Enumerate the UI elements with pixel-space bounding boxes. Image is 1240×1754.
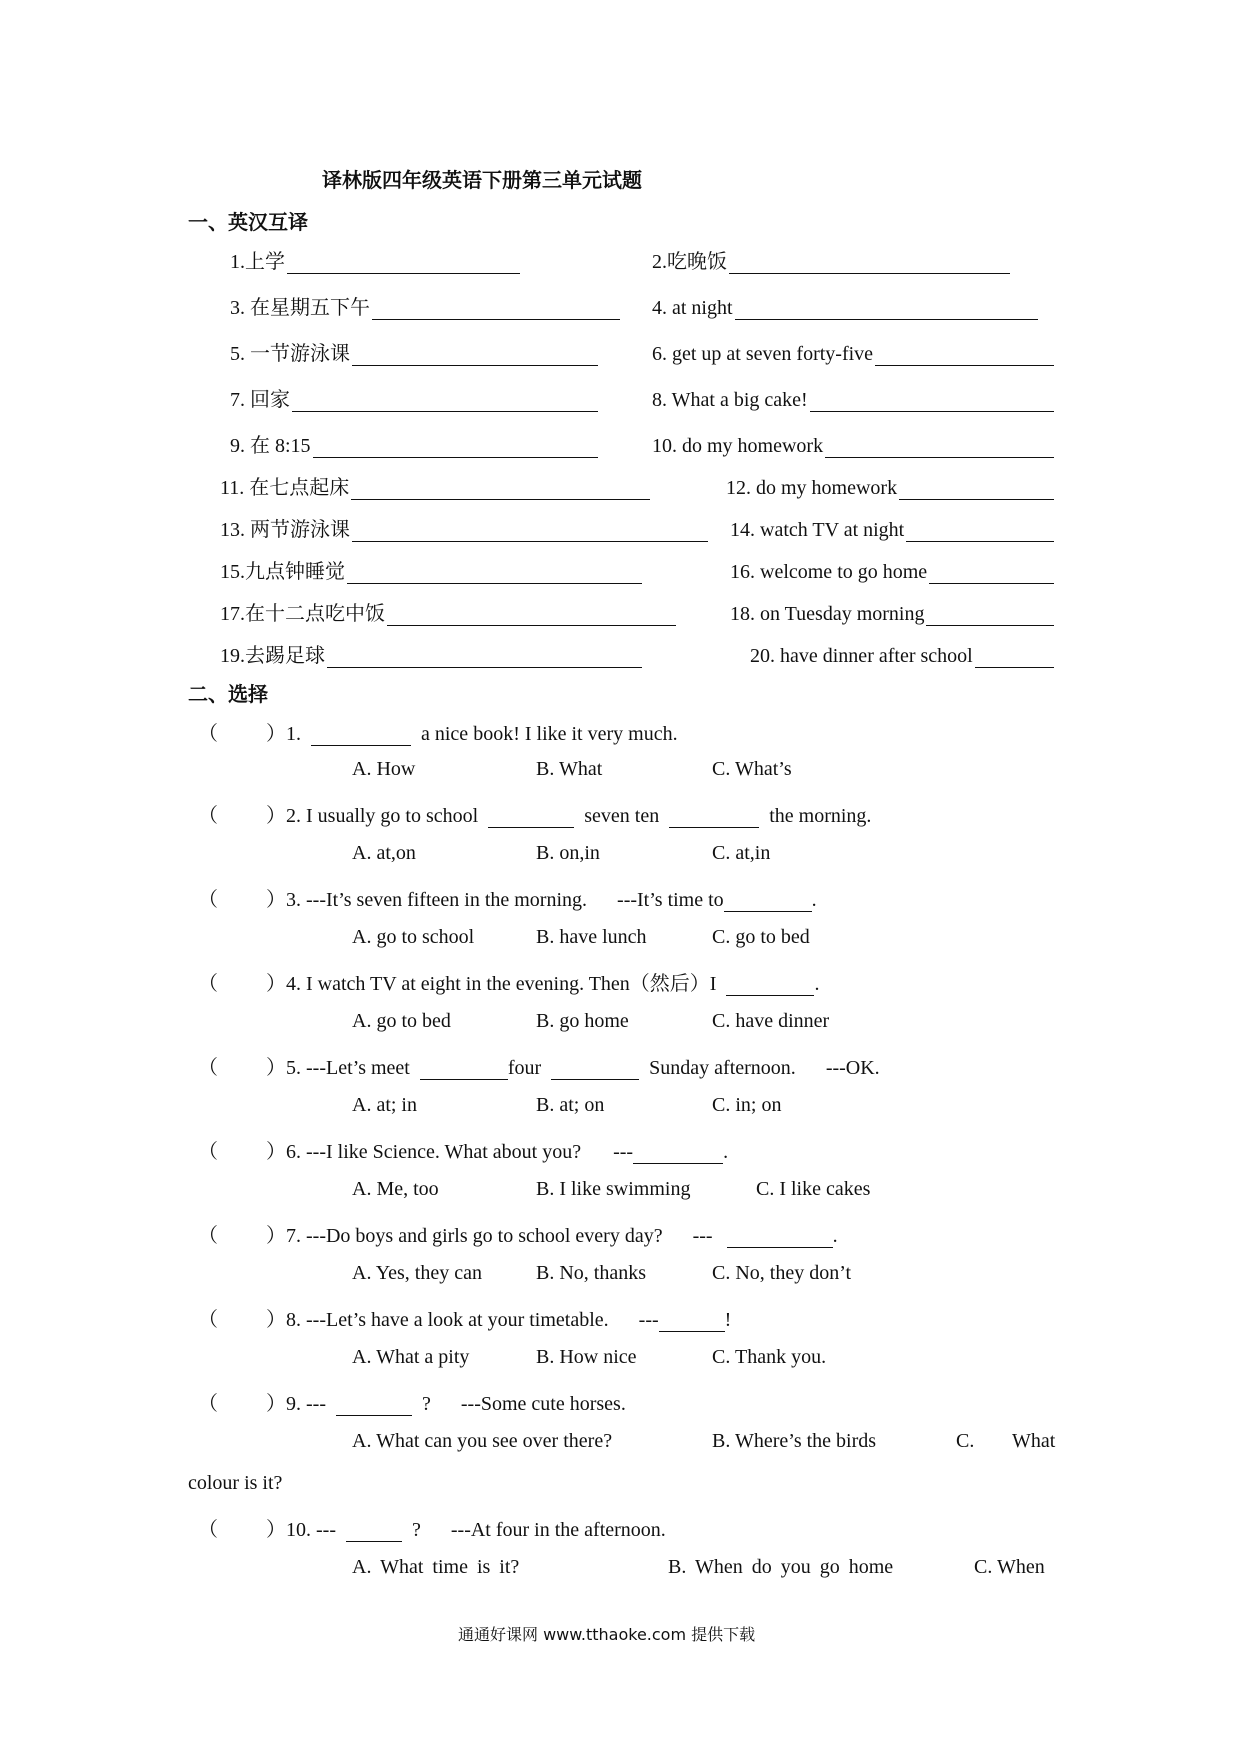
answer-blank[interactable] — [352, 519, 708, 542]
option-a: A. Yes, they can — [352, 1262, 482, 1284]
option-a: A. go to bed — [352, 1010, 451, 1032]
translation-item-20 — [750, 640, 1054, 668]
translation-item-label: 11. 在七点起床 — [220, 477, 350, 499]
option-b: B. at; on — [536, 1094, 605, 1116]
section2-heading: 二、选择 — [188, 682, 268, 706]
page-title: 译林版四年级英语下册第三单元试题 — [322, 168, 642, 192]
answer-blank[interactable] — [726, 975, 814, 996]
option-b: B. I like swimming — [536, 1178, 691, 1200]
option-c: C. What’s — [712, 758, 792, 780]
question-3: （ ） 3. ---It’s seven fifteen in the morning. ---It’s time to . — [198, 884, 1098, 912]
translation-item-label: 2.吃晚饭 — [652, 251, 727, 273]
option-a: A. at,on — [352, 842, 416, 864]
answer-blank[interactable] — [729, 251, 1010, 274]
translation-item-label: 1.上学 — [230, 251, 285, 273]
option-b: B. on,in — [536, 842, 600, 864]
answer-paren[interactable]: （ ） — [198, 1519, 286, 1541]
option-a: A. go to school — [352, 926, 475, 948]
translation-item-label: 14. watch TV at night — [730, 519, 905, 541]
question-4: （ ） 4. I watch TV at eight in the evening. Then（然后）I . — [198, 968, 1098, 996]
translation-item-16 — [730, 556, 1054, 584]
option-a: A. How — [352, 758, 416, 780]
option-b: B. have lunch — [536, 926, 647, 948]
translation-item-label: 16. welcome to go home — [730, 561, 928, 583]
answer-blank[interactable] — [633, 1143, 723, 1164]
answer-blank[interactable] — [327, 645, 642, 668]
question-2: （ ） 2. I usually go to school seven ten the morning. — [198, 800, 1098, 828]
answer-blank[interactable] — [899, 477, 1054, 500]
translation-item-label: 13. 两节游泳课 — [220, 519, 350, 541]
answer-blank[interactable] — [488, 807, 574, 828]
question-6: （ ） 6. ---I like Science. What about you? --- . — [198, 1136, 1098, 1164]
question-10: （ ） 10. --- ? ---At four in the afternoon. — [198, 1514, 1098, 1542]
translation-item-19 — [220, 640, 642, 668]
answer-blank[interactable] — [420, 1059, 508, 1080]
translation-item-label: 17.在十二点吃中饭 — [220, 603, 385, 625]
translation-item-label: 5. 一节游泳课 — [230, 343, 350, 365]
answer-blank[interactable] — [372, 297, 620, 320]
question-9: （ ） 9. --- ? ---Some cute horses. — [198, 1388, 1098, 1416]
option-a: A. Me, too — [352, 1178, 439, 1200]
option-c: C. go to bed — [712, 926, 810, 948]
option-b: B. When do you go home — [668, 1556, 894, 1578]
answer-paren[interactable]: （ ） — [198, 805, 286, 827]
option-a: A. What a pity — [352, 1346, 470, 1368]
option-b: B. What — [536, 758, 603, 780]
answer-blank[interactable] — [825, 435, 1054, 458]
option-c-wrap: colour is it? — [188, 1472, 283, 1494]
translation-item-15 — [220, 556, 642, 584]
answer-blank[interactable] — [352, 343, 598, 366]
answer-blank[interactable] — [727, 1227, 833, 1248]
answer-blank[interactable] — [926, 603, 1054, 626]
translation-item-label: 9. 在 8:15 — [230, 435, 311, 457]
option-a: A. at; in — [352, 1094, 417, 1116]
answer-blank[interactable] — [810, 389, 1054, 412]
answer-paren[interactable]: （ ） — [198, 1309, 286, 1331]
answer-blank[interactable] — [875, 343, 1054, 366]
translation-item-1 — [230, 246, 520, 274]
answer-blank[interactable] — [351, 477, 650, 500]
translation-item-label: 10. do my homework — [652, 435, 824, 457]
translation-item-2 — [652, 246, 1010, 274]
translation-item-13 — [220, 514, 708, 542]
translation-item-5 — [230, 338, 598, 366]
translation-item-8 — [652, 384, 1054, 412]
answer-blank[interactable] — [313, 435, 598, 458]
option-c: C. in; on — [712, 1094, 782, 1116]
translation-item-label: 19.去踢足球 — [220, 645, 325, 667]
footer: 通通好课网 www.tthaoke.com 提供下载 — [458, 1625, 756, 1644]
answer-blank[interactable] — [669, 807, 759, 828]
option-a: A. What can you see over there? — [352, 1430, 613, 1452]
answer-paren[interactable]: （ ） — [198, 889, 286, 911]
translation-item-11 — [220, 472, 650, 500]
option-c: C. Thank you. — [712, 1346, 827, 1368]
answer-blank[interactable] — [347, 561, 642, 584]
answer-paren[interactable]: （ ） — [198, 973, 286, 995]
translation-item-label: 15.九点钟睡觉 — [220, 561, 345, 583]
question-1: （ ） 1. a nice book! I like it very much. — [198, 718, 1098, 746]
option-b: B. go home — [536, 1010, 629, 1032]
answer-blank[interactable] — [292, 389, 598, 412]
answer-blank[interactable] — [336, 1395, 412, 1416]
section1-heading: 一、英汉互译 — [188, 210, 308, 234]
option-c: C. at,in — [712, 842, 771, 864]
translation-item-label: 8. What a big cake! — [652, 389, 808, 411]
option-c: C. — [956, 1430, 975, 1452]
answer-blank[interactable] — [287, 251, 520, 274]
answer-paren[interactable]: （ ） — [198, 1057, 286, 1079]
translation-item-label: 18. on Tuesday morning — [730, 603, 925, 625]
answer-blank[interactable] — [659, 1311, 725, 1332]
translation-item-label: 12. do my homework — [726, 477, 898, 499]
option-b: B. No, thanks — [536, 1262, 646, 1284]
option-c: C. No, they don’t — [712, 1262, 852, 1284]
option-b: B. How nice — [536, 1346, 637, 1368]
question-8: （ ） 8. ---Let’s have a look at your timetable. --- ! — [198, 1304, 1098, 1332]
translation-item-label: 3. 在星期五下午 — [230, 297, 370, 319]
translation-item-18 — [730, 598, 1054, 626]
answer-blank[interactable] — [724, 891, 812, 912]
option-a: A. What time is it? — [352, 1556, 520, 1578]
translation-item-label: 4. at night — [652, 297, 733, 319]
answer-paren[interactable]: （ ） — [198, 1225, 286, 1247]
translation-item-12 — [726, 472, 1054, 500]
answer-blank[interactable] — [346, 1521, 402, 1542]
translation-item-3 — [230, 292, 620, 320]
answer-blank[interactable] — [735, 297, 1038, 320]
answer-blank[interactable] — [975, 645, 1054, 668]
translation-item-label: 7. 回家 — [230, 389, 290, 411]
answer-paren[interactable]: （ ） — [198, 723, 286, 745]
translation-item-10 — [652, 430, 1054, 458]
answer-blank[interactable] — [929, 561, 1054, 584]
answer-blank[interactable] — [906, 519, 1054, 542]
question-7: （ ） 7. ---Do boys and girls go to school every day? --- . — [198, 1220, 1098, 1248]
option-c-text: What — [1012, 1430, 1056, 1452]
translation-item-7 — [230, 384, 598, 412]
translation-item-17 — [220, 598, 676, 626]
translation-item-label: 6. get up at seven forty-five — [652, 343, 874, 365]
option-c: C. When — [974, 1556, 1045, 1578]
option-b: B. Where’s the birds — [712, 1430, 877, 1452]
option-c: C. have dinner — [712, 1010, 830, 1032]
option-c: C. I like cakes — [756, 1178, 871, 1200]
translation-item-6 — [652, 338, 1054, 366]
translation-item-14 — [730, 514, 1054, 542]
answer-blank[interactable] — [551, 1059, 639, 1080]
answer-paren[interactable]: （ ） — [198, 1141, 286, 1163]
translation-item-4 — [652, 292, 1038, 320]
translation-item-9 — [230, 430, 598, 458]
answer-blank[interactable] — [311, 725, 411, 746]
answer-blank[interactable] — [387, 603, 676, 626]
answer-paren[interactable]: （ ） — [198, 1393, 286, 1415]
question-5: （ ） 5. ---Let’s meet four Sunday afternoon. ---OK. — [198, 1052, 1098, 1080]
translation-item-label: 20. have dinner after school — [750, 645, 973, 667]
